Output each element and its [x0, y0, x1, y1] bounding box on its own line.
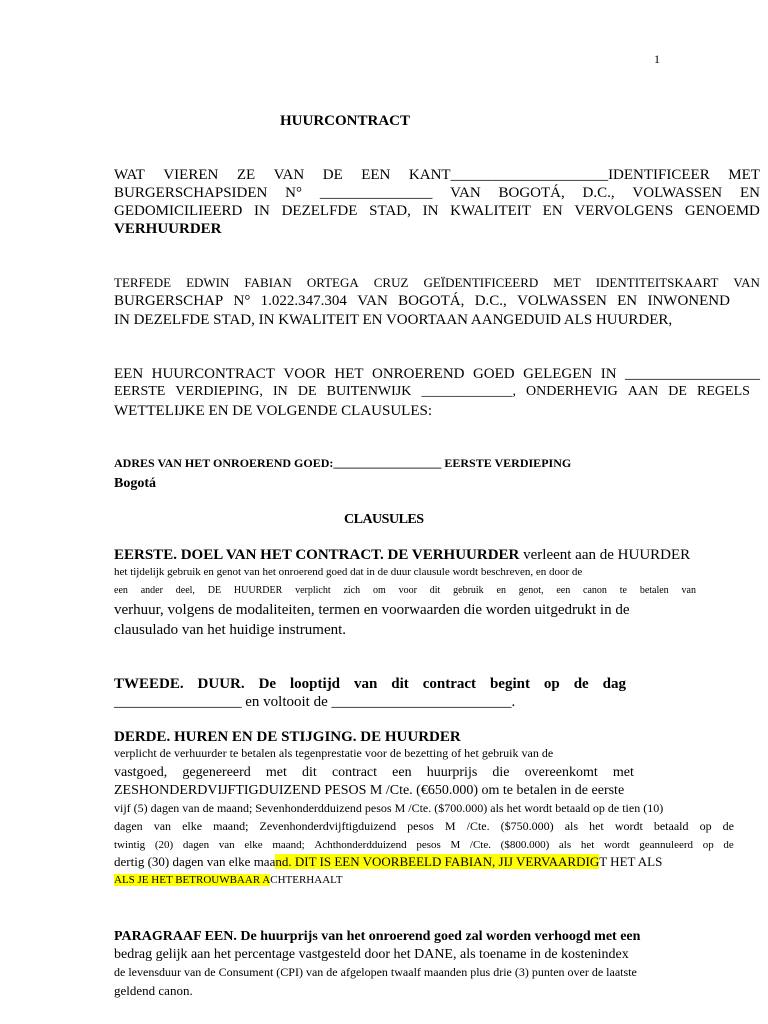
word: ONROEREND: [372, 366, 465, 382]
word: betaald: [653, 819, 689, 833]
word: IN: [254, 203, 270, 219]
word: als: [558, 839, 572, 851]
word: ($750.000): [500, 819, 554, 833]
word: VAN: [273, 167, 305, 183]
clause1-line-4: verhuur, volgens de modaliteiten, termen en voorwaarden die worden uitgedrukt in de: [114, 602, 630, 618]
word: /Cte.: [466, 819, 490, 833]
word: om: [372, 585, 386, 596]
word: vastgoed,: [114, 765, 168, 780]
word: N°: [285, 185, 303, 201]
clause3-line-9-post: CHTERHAALT: [270, 874, 343, 886]
word: INWONEND: [647, 293, 730, 309]
paragraph1-heading: [114, 929, 640, 945]
word: dit: [429, 585, 441, 596]
word: IN: [600, 366, 617, 382]
word: KWALITEIT: [450, 203, 531, 219]
word: VAN: [357, 293, 388, 309]
word: GOED: [472, 366, 515, 382]
clause2-line-2: _________________ en voltooit de ________________________.: [114, 694, 516, 710]
clause1-line-2: het tijdelijk gebruik en genot van het onroerend goed dat in de duur clausule wordt beschreven, en door de: [114, 566, 583, 578]
word: deel,: [175, 585, 195, 596]
word: begint: [489, 676, 530, 692]
word: van: [681, 585, 696, 596]
clauses-heading: CLAUSULES: [344, 512, 424, 527]
page-number: 1: [654, 52, 660, 66]
word: de: [723, 839, 734, 851]
word: zich: [343, 585, 361, 596]
word: STAD,: [369, 203, 411, 219]
tenant-line-2: [114, 293, 730, 310]
word: AAN: [627, 384, 659, 399]
word: maand;: [213, 819, 249, 833]
word: VIEREN: [163, 167, 219, 183]
clause3-line-6: [114, 820, 734, 834]
clause3-line-8-pre: dertig (30) dagen van elke maa: [114, 854, 276, 869]
paragraph1-line-3: de levensduur van de Consument (CPI) van de afgelopen twaalf maanden plus drie (3) punten over de laatste: [114, 965, 637, 979]
document-title: HUURCONTRACT: [280, 113, 411, 129]
word: huurprijs: [426, 765, 478, 780]
clause1-line-3: [114, 585, 696, 597]
word: contract: [331, 765, 378, 780]
word: M: [450, 839, 461, 851]
word: N°: [233, 293, 251, 309]
word: en: [496, 585, 506, 596]
address-city: Bogotá: [114, 476, 156, 491]
word: twintig: [114, 839, 146, 851]
word: EN: [617, 293, 638, 309]
word: KANT_____________________IDENTIFICEER: [408, 167, 710, 183]
word: D.C.,: [582, 185, 615, 201]
word: looptijd: [290, 676, 341, 692]
word: het: [589, 819, 604, 833]
tenant-line-1: [114, 276, 760, 291]
word: VAN: [733, 275, 760, 290]
clause3-line-8: [114, 855, 662, 870]
word: DE: [668, 384, 687, 399]
word: ONDERHEVIG: [526, 384, 618, 399]
paragraph1-line-4: geldend canon.: [114, 983, 193, 998]
word: op: [702, 839, 714, 851]
word: VERDIEPING,: [175, 384, 263, 399]
word: (20): [154, 839, 174, 851]
word: EEN: [361, 167, 391, 183]
clause1-heading: [114, 547, 690, 564]
landlord-line-2: [114, 185, 760, 202]
word: HUURCONTRACT: [151, 366, 275, 382]
word: geannuleerd: [639, 839, 694, 851]
word: gebruik: [453, 585, 484, 596]
word: verplicht: [295, 585, 331, 596]
word: /Cte.: [469, 839, 491, 851]
word: te: [619, 585, 627, 596]
intro-line-1: [114, 366, 760, 383]
intro-line-3: WETTELIJKE EN DE VOLGENDE CLAUSULES:: [114, 403, 433, 419]
word: EN: [739, 185, 760, 201]
word: DE: [297, 384, 317, 399]
clause1-line-5: clausulado van het huidige instrument.: [114, 622, 347, 638]
word: _____________,: [421, 384, 516, 399]
word: D.C.,: [474, 293, 507, 309]
word: HET: [334, 366, 364, 382]
word: BUITENWIJK: [326, 384, 412, 399]
word: dit: [302, 765, 317, 780]
paragraph1-line-2: bedrag gelijk aan het percentage vastgesteld door het DANE, als toename in de kostenindex: [114, 947, 629, 962]
clause3-line-8-post: T HET ALS: [599, 854, 663, 869]
word: als: [564, 819, 579, 833]
clause3-line-7: [114, 839, 734, 852]
word: ($800.000): [500, 839, 550, 851]
word: maand;: [272, 839, 305, 851]
highlighted-text: nd. DIT IS EEN VOORBEELD FABIAN, JIJ VERVAARDIG: [275, 854, 600, 869]
word: BURGERSCHAP: [114, 293, 224, 309]
word: Zevenhonderdvijftigduizend: [259, 819, 397, 833]
word: CRUZ: [373, 275, 409, 290]
word: voor: [398, 585, 417, 596]
clause3-line-2: verplicht de verhuurder te betalen als tegenprestatie voor de bezetting of het gebruik van de: [114, 746, 554, 760]
word: GELEGEN: [523, 366, 593, 382]
tenant-line-3: IN DEZELFDE STAD, IN KWALITEIT EN VOORTAAN AANGEDUID ALS HUURDER,: [114, 312, 673, 328]
word: elke: [182, 819, 203, 833]
word: EDWIN: [186, 275, 230, 290]
word: met: [612, 765, 634, 780]
word: van: [218, 839, 235, 851]
word: VOOR: [283, 366, 326, 382]
word: overeenkomt: [524, 765, 598, 780]
word: EERSTE: [114, 384, 166, 399]
word: De: [258, 676, 277, 692]
word: VERVOLGENS: [574, 203, 674, 219]
clause3-line-4: ZESHONDERDVIJFTIGDUIZEND PESOS M /Cte. (€650.000) om te betalen in de eerste: [114, 783, 625, 798]
address-line: ADRES VAN HET ONROEREND GOED:__________________ EERSTE VERDIEPING: [114, 456, 572, 470]
word: op: [699, 819, 712, 833]
word: VOLWASSEN: [632, 185, 723, 201]
word: GEDOMICILIEERD: [114, 203, 243, 219]
word: op: [543, 676, 560, 692]
word: DE: [207, 585, 222, 596]
word: DE: [322, 167, 343, 183]
word: ORTEGA: [306, 275, 359, 290]
word: DUUR.: [197, 676, 245, 692]
word: elke: [244, 839, 263, 851]
word: ZE: [236, 167, 256, 183]
word: M: [444, 819, 456, 833]
word: een: [556, 585, 571, 596]
word: genot,: [518, 585, 544, 596]
word: gegenereerd: [182, 765, 251, 780]
word: EEN: [114, 366, 144, 382]
word: het: [580, 839, 595, 851]
word: BOGOTÁ,: [498, 185, 565, 201]
word: EN: [542, 203, 563, 219]
word: de: [573, 676, 589, 692]
word: van: [153, 819, 172, 833]
clause1-heading-bold: EERSTE. DOEL VAN HET CONTRACT. DE VERHUURDER: [114, 547, 520, 563]
landlord-line-1: [114, 167, 760, 184]
word: canon: [583, 585, 607, 596]
clause1-heading-tail: verleent aan de HUURDER: [519, 547, 691, 563]
word: met: [265, 765, 287, 780]
word: betalen: [639, 585, 669, 596]
paragraph1-heading-tail: De huurprijs van het onroerend goed zal worden verhoogd met een: [236, 929, 641, 944]
word: IDENTITEITSKAART: [595, 275, 719, 290]
intro-line-2: [114, 384, 750, 400]
word: dagen: [114, 819, 143, 833]
clause2-line-1: [114, 676, 626, 693]
word: _______________: [319, 185, 433, 201]
word: DEZELFDE: [281, 203, 358, 219]
paragraph1-heading-bold: PARAGRAAF EEN.: [114, 929, 237, 944]
landlord-role: VERHUURDER: [114, 221, 222, 237]
word: wordt: [614, 819, 643, 833]
word: MET: [728, 167, 760, 183]
highlighted-text-2: ALS JE HET BETROUWBAAR A: [114, 874, 271, 886]
word: dagen: [182, 839, 210, 851]
word: IN: [422, 203, 439, 219]
word: GEÏDENTIFICEERD: [423, 275, 539, 290]
word: TWEEDE.: [114, 676, 184, 692]
word: BOGOTÁ,: [398, 293, 465, 309]
word: dit: [391, 676, 409, 692]
clause3-line-3: [114, 765, 634, 781]
word: BURGERSCHAPSIDEN: [114, 185, 268, 201]
word: TERFEDE: [114, 275, 172, 290]
word: IN: [273, 384, 288, 399]
word: dag: [602, 676, 626, 692]
word: WAT: [114, 167, 145, 183]
word: pesos: [407, 819, 434, 833]
clause3-line-9: [114, 874, 343, 887]
word: ander: [140, 585, 163, 596]
word: de: [722, 819, 734, 833]
word: GENOEMD: [684, 203, 760, 219]
word: wordt: [603, 839, 630, 851]
word: REGELS: [697, 384, 750, 399]
word: FABIAN: [244, 275, 292, 290]
word: een: [392, 765, 412, 780]
word: contract: [422, 676, 477, 692]
landlord-line-3: [114, 203, 760, 220]
word: VOLWASSEN: [517, 293, 607, 309]
word: VAN: [450, 185, 481, 201]
word: pesos: [416, 839, 441, 851]
word: MET: [553, 275, 581, 290]
word: Achthonderdduizend: [314, 839, 407, 851]
clause3-heading: DERDE. HUREN EN DE STIJGING. DE HUURDER: [114, 729, 461, 745]
clause3-line-5: vijf (5) dagen van de maand; Sevenhonderdduizend pesos M /Cte. ($700.000) als het wordt betaald op de tien (10): [114, 801, 664, 815]
word: een: [114, 585, 128, 596]
word: HUURDER: [233, 585, 283, 596]
word: 1.022.347.304: [260, 293, 347, 309]
word: __________________: [624, 366, 760, 382]
word: die: [492, 765, 510, 780]
word: van: [353, 676, 378, 692]
